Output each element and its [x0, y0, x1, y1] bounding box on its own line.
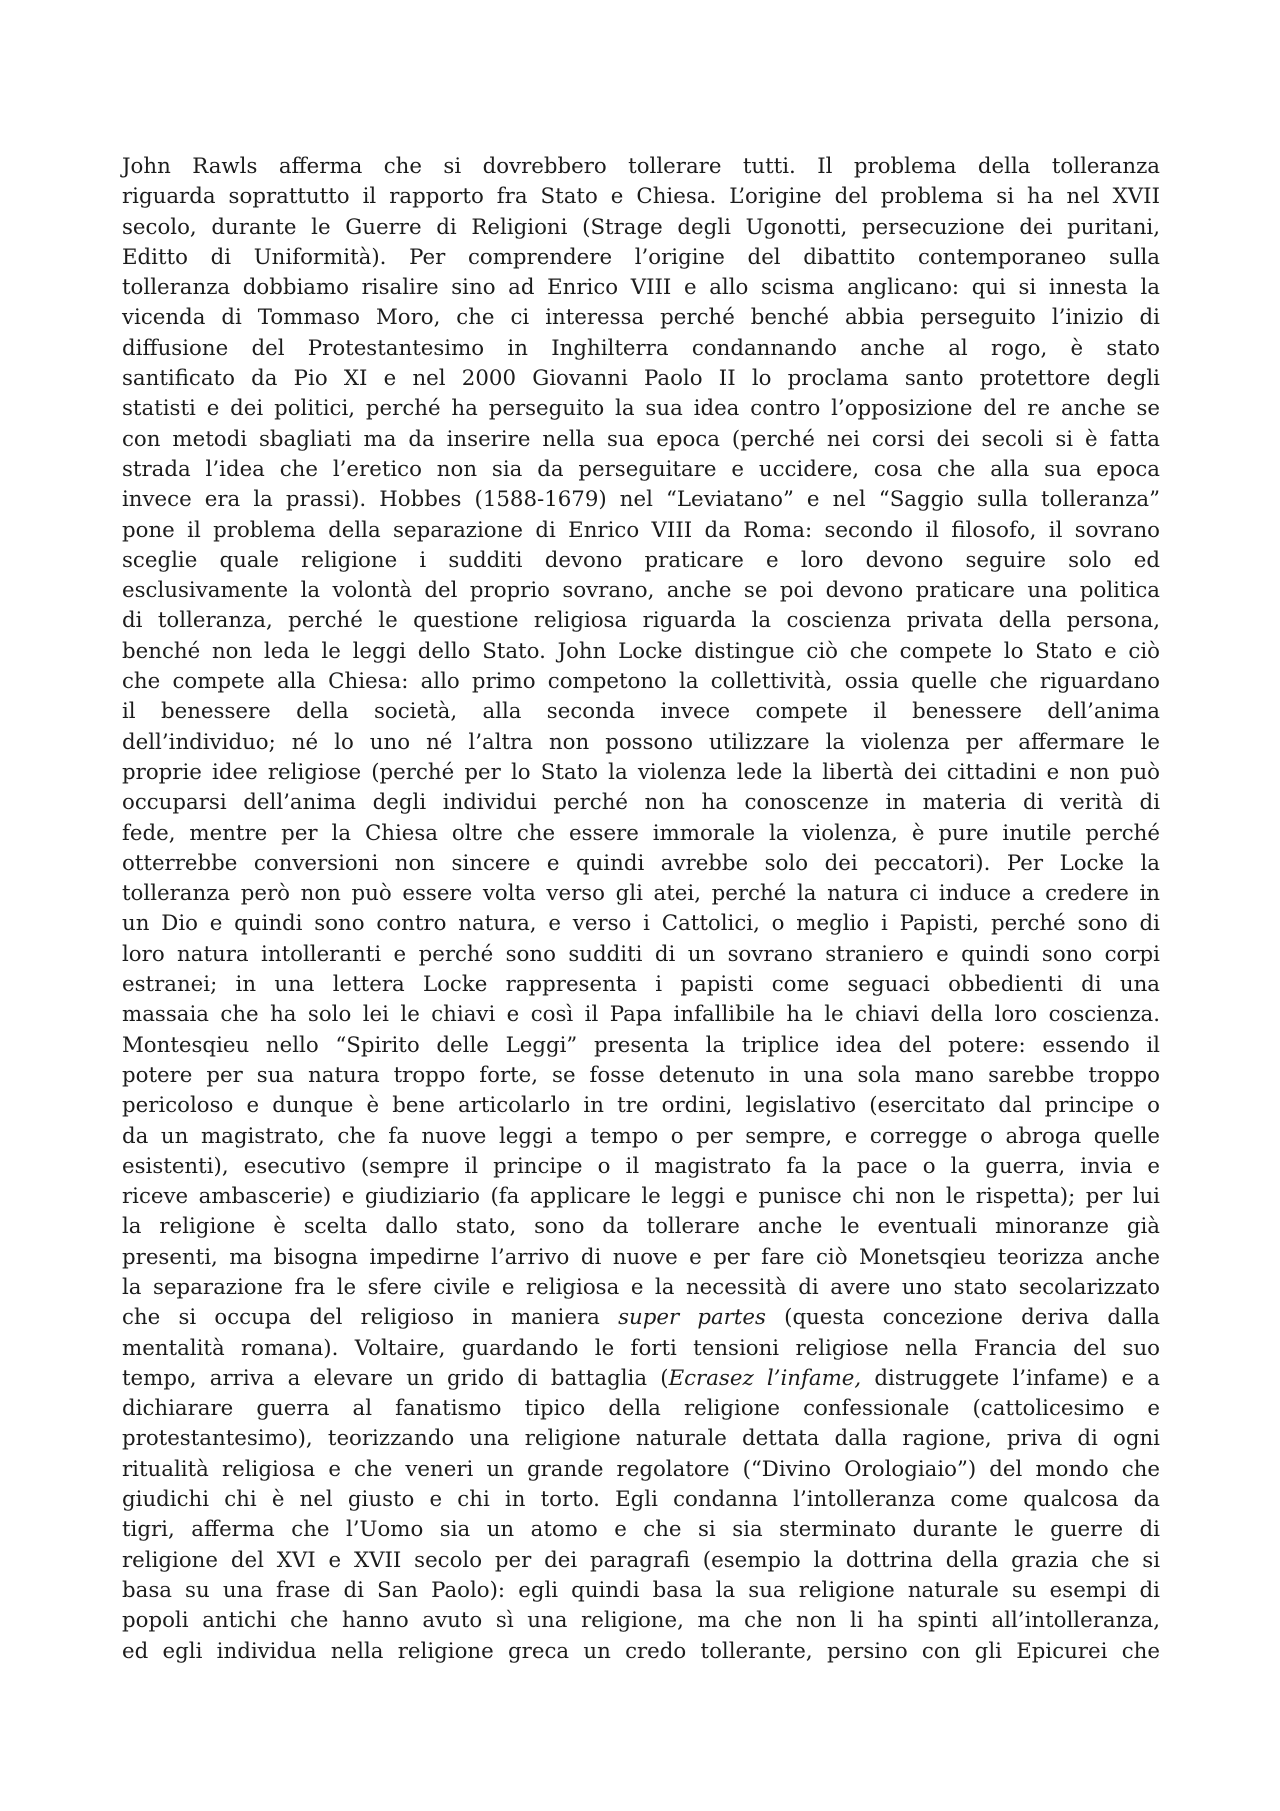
text-segment: santificato da Pio XI e nel 2000 Giovanni Paolo II lo proclama santo protettore degli — [122, 366, 1160, 392]
text-line — [122, 606, 1160, 636]
text-segment: statisti e dei politici, perché ha perseguito la sua idea contro l’opposizione del re anche se — [122, 396, 1160, 422]
text-line — [122, 728, 1160, 758]
text-segment: protestantesimo), teorizzando una religione naturale dettata dalla ragione, priva di ogni — [122, 1426, 1160, 1452]
text-segment: di tolleranza, perché le questione religiosa riguarda la coscienza privata della persona, — [122, 608, 1160, 634]
text-segment: vicenda di Tommaso Moro, che ci interessa perché benché abbia perseguito l’inizio di — [122, 305, 1160, 331]
text-line — [122, 1212, 1160, 1242]
text-line — [122, 303, 1160, 333]
text-line — [122, 243, 1160, 273]
text-segment: invece era la prassi). Hobbes (1588-1679) nel “Leviatano” e nel “Saggio sulla tolleranza” — [122, 487, 1160, 513]
text-segment: riguarda soprattutto il rapporto fra Stato e Chiesa. L’origine del problema si ha nel XVII — [122, 184, 1160, 210]
text-line — [122, 819, 1160, 849]
text-segment: giudichi chi è nel giusto e chi in torto. Egli condanna l’intolleranza come qualcosa da — [122, 1487, 1160, 1513]
text-line — [122, 1091, 1160, 1121]
text-line — [122, 1061, 1160, 1091]
text-segment: popoli antichi che hanno avuto sì una religione, ma che non li ha spinti all’intolleranza, — [122, 1608, 1160, 1634]
text-segment: riceve ambascerie) e giudiziario (fa applicare le leggi e punisce chi non le rispetta); per lui — [122, 1184, 1160, 1210]
text-segment: estranei; in una lettera Locke rappresenta i papisti come seguaci obbedienti di una — [122, 972, 1160, 998]
text-line — [122, 1122, 1160, 1152]
text-segment: un Dio e quindi sono contro natura, e verso i Cattolici, o meglio i Papisti, perché sono di — [122, 911, 1160, 937]
text-line — [122, 970, 1160, 1000]
text-line — [122, 1424, 1160, 1454]
text-segment: mentalità romana). Voltaire, guardando le forti tensioni religiose nella Francia del suo — [122, 1335, 1160, 1361]
text-segment: dell’individuo; né lo uno né l’altra non possono utilizzare la violenza per affermare le — [122, 729, 1160, 755]
text-segment: tolleranza però non può essere volta verso gli atei, perché la natura ci induce a credere in — [122, 881, 1160, 907]
text-line — [122, 334, 1160, 364]
text-segment: pone il problema della separazione di Enrico VIII da Roma: secondo il filosofo, il sovrano — [122, 517, 1160, 543]
text-line — [122, 879, 1160, 909]
text-line — [122, 758, 1160, 788]
text-segment: John Rawls afferma che si dovrebbero tollerare tutti. Il problema della tolleranza — [122, 154, 1160, 179]
text-segment: presenti, ma bisogna impedirne l’arrivo di nuove e per fare ciò Monetsqieu teorizza anche — [122, 1244, 1160, 1270]
text-segment: basa su una frase di San Paolo): egli quindi basa la sua religione naturale su esempi di — [122, 1577, 1160, 1603]
text-line — [122, 1637, 1160, 1667]
italic-text: Ecrasez l’infame, — [668, 1365, 862, 1391]
text-segment: loro natura intolleranti e perché sono sudditi di un sovrano straniero e quindi sono corpi — [122, 941, 1160, 967]
text-line — [122, 364, 1160, 394]
text-line — [122, 1546, 1160, 1576]
text-segment: ritualità religiosa e che veneri un grande regolatore (“Divino Orologiaio”) del mondo che — [122, 1456, 1160, 1482]
text-line — [122, 485, 1160, 515]
text-line — [122, 1606, 1160, 1636]
text-line — [122, 1152, 1160, 1182]
text-segment: che si occupa del religioso in maniera — [122, 1305, 619, 1331]
text-segment: massaia che ha solo lei le chiavi e così il Papa infallibile ha le chiavi della loro coscienza. — [122, 1002, 1160, 1028]
text-segment: proprie idee religiose (perché per lo Stato la violenza lede la libertà dei cittadini e non può — [122, 759, 1160, 785]
text-line — [122, 516, 1160, 546]
text-segment: tempo, arriva a elevare un grido di battaglia ( — [122, 1365, 669, 1391]
text-line — [122, 394, 1160, 424]
text-segment: distruggete l’infame) e a — [861, 1365, 1161, 1391]
text-line — [122, 455, 1160, 485]
text-segment: tolleranza dobbiamo risalire sino ad Enrico VIII e allo scisma anglicano: qui si innesta la — [122, 275, 1160, 301]
text-segment: la religione è scelta dallo stato, sono da tollerare anche le eventuali minoranze già — [122, 1214, 1160, 1240]
text-segment: otterrebbe conversioni non sincere e quindi avrebbe solo dei peccatori). Per Locke la — [122, 850, 1160, 876]
text-line — [122, 1000, 1160, 1030]
text-line — [122, 273, 1160, 303]
text-segment: esclusivamente la volontà del proprio sovrano, anche se poi devono praticare una politica — [122, 578, 1160, 604]
text-line — [122, 1273, 1160, 1303]
text-line — [122, 909, 1160, 939]
text-segment: religione del XVI e XVII secolo per dei paragrafi (esempio la dottrina della grazia che si — [122, 1547, 1160, 1573]
text-segment: il benessere della società, alla seconda invece compete il benessere dell’anima — [122, 699, 1160, 725]
text-line — [122, 1394, 1160, 1424]
text-line — [122, 1485, 1160, 1515]
text-segment: pericoloso e dunque è bene articolarlo in tre ordini, legislativo (esercitato dal principe o — [122, 1093, 1160, 1119]
text-line — [122, 788, 1160, 818]
text-segment: sceglie quale religione i sudditi devono praticare e loro devono seguire solo ed — [122, 547, 1160, 573]
body-text — [122, 152, 1160, 1667]
text-line — [122, 546, 1160, 576]
text-line — [122, 637, 1160, 667]
text-line — [122, 576, 1160, 606]
text-segment: benché non leda le leggi dello Stato. John Locke distingue ciò che compete lo Stato e ciò — [122, 638, 1160, 664]
text-segment: (questa concezione deriva dalla — [765, 1305, 1160, 1331]
text-line — [122, 1455, 1160, 1485]
text-line — [122, 849, 1160, 879]
text-line — [122, 1576, 1160, 1606]
text-segment: esistenti), esecutivo (sempre il principe o il magistrato fa la pace o la guerra, invia e — [122, 1153, 1160, 1179]
italic-text: super partes — [618, 1305, 766, 1331]
text-segment: da un magistrato, che fa nuove leggi a tempo o per sempre, e corregge o abroga quelle — [122, 1123, 1160, 1149]
text-line — [122, 182, 1160, 212]
text-segment: secolo, durante le Guerre di Religioni (Strage degli Ugonotti, persecuzione dei puritani, — [122, 214, 1160, 240]
text-line — [122, 940, 1160, 970]
text-line — [122, 425, 1160, 455]
text-line — [122, 152, 1160, 182]
text-segment: occuparsi dell’anima degli individui perché non ha conoscenze in materia di verità di — [122, 790, 1160, 816]
text-segment: strada l’idea che l’eretico non sia da perseguitare e uccidere, cosa che alla sua epoca — [122, 456, 1160, 482]
text-line — [122, 1031, 1160, 1061]
text-segment: dichiarare guerra al fanatismo tipico della religione confessionale (cattolicesimo e — [122, 1396, 1160, 1422]
text-segment: potere per sua natura troppo forte, se fosse detenuto in una sola mano sarebbe troppo — [122, 1062, 1160, 1088]
text-line — [122, 697, 1160, 727]
text-segment: con metodi sbagliati ma da inserire nella sua epoca (perché nei corsi dei secoli si è fatta — [122, 426, 1160, 452]
text-line — [122, 667, 1160, 697]
text-segment: Editto di Uniformità). Per comprendere l’origine del dibattito contemporaneo sulla — [122, 244, 1160, 270]
text-line — [122, 1182, 1160, 1212]
text-segment: la separazione fra le sfere civile e religiosa e la necessità di avere uno stato secolarizzato — [122, 1274, 1160, 1300]
text-line — [122, 1364, 1160, 1394]
text-segment: che compete alla Chiesa: allo primo competono la collettività, ossia quelle che riguardano — [122, 669, 1160, 695]
text-segment: ed egli individua nella religione greca un credo tollerante, persino con gli Epicurei che — [122, 1638, 1160, 1664]
text-line — [122, 213, 1160, 243]
text-line — [122, 1243, 1160, 1273]
text-line — [122, 1303, 1160, 1333]
text-segment: fede, mentre per la Chiesa oltre che essere immorale la violenza, è pure inutile perché — [122, 820, 1160, 846]
text-segment: Montesqieu nello “Spirito delle Leggi” presenta la triplice idea del potere: essendo il — [122, 1032, 1160, 1058]
text-line — [122, 1334, 1160, 1364]
text-line — [122, 1515, 1160, 1545]
text-segment: tigri, afferma che l’Uomo sia un atomo e che si sia sterminato durante le guerre di — [122, 1517, 1160, 1543]
text-segment: diffusione del Protestantesimo in Inghilterra condannando anche al rogo, è stato — [122, 335, 1160, 361]
